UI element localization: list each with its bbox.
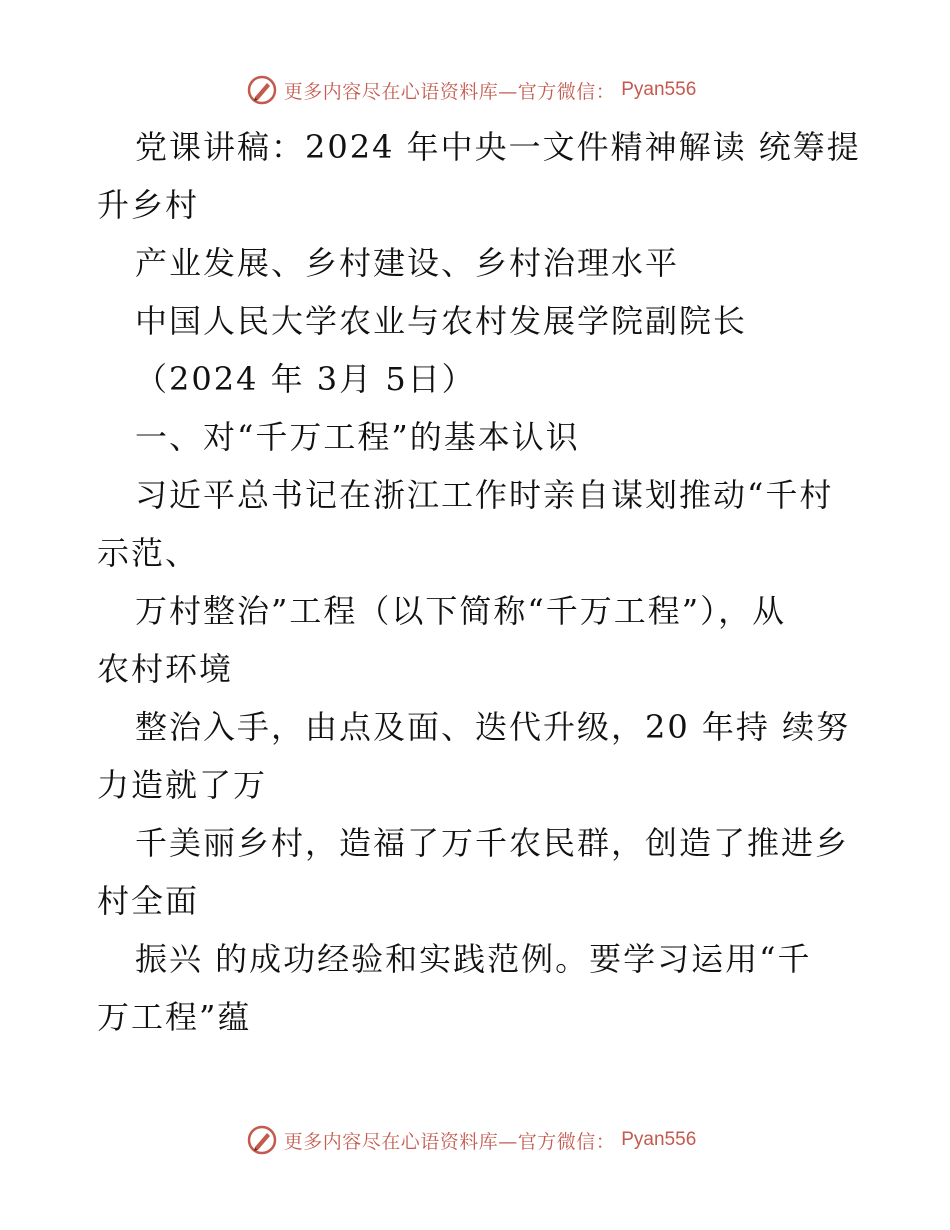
watermark-text: 更多内容尽在心语资料库—官方微信： xyxy=(283,1130,616,1153)
watermark-text: 更多内容尽在心语资料库—官方微信： xyxy=(283,80,616,103)
paragraph-line: 振兴 的成功经验和实践范例。要学习运用“千 xyxy=(135,940,812,978)
header-watermark xyxy=(0,70,950,110)
paragraph-line: 力造就了万 xyxy=(97,766,268,804)
paragraph-line: 农村环境 xyxy=(97,650,234,688)
title-line-2: 升乡村 xyxy=(97,186,200,224)
document-body xyxy=(97,118,861,1046)
subtitle-line: 产业发展、乡村建设、乡村治理水平 xyxy=(135,244,680,282)
footer-watermark xyxy=(0,1120,950,1160)
paragraph-line: 千美丽乡村，造福了万千农民群，创造了推进乡 xyxy=(135,824,850,862)
paragraph-line: 村全面 xyxy=(97,882,200,920)
pen-logo-icon xyxy=(246,1124,278,1156)
paragraph-line: 习近平总书记在浙江工作时亲自谋划推动“千村 xyxy=(135,476,834,514)
date-line: （2024 年 3月 5日） xyxy=(135,360,476,398)
watermark-wechat-id: Pyan556 xyxy=(621,1129,697,1150)
author-line: 中国人民大学农业与农村发展学院副院长 xyxy=(135,302,748,340)
paragraph-line: 示范、 xyxy=(97,534,200,572)
title-line-1: 党课讲稿：2024 年中央一文件精神解读 统筹提 xyxy=(135,128,861,166)
paragraph-line: 万工程”蕴 xyxy=(97,998,252,1036)
section-heading: 一、对“千万工程”的基本认识 xyxy=(135,418,580,456)
paragraph-line: 万村整治”工程（以下简称“千万工程”），从 xyxy=(135,592,787,630)
pen-logo-icon xyxy=(246,74,278,106)
paragraph-line: 整治入手，由点及面、迭代升级，20 年持 续努 xyxy=(135,708,851,746)
watermark-wechat-id: Pyan556 xyxy=(621,79,697,100)
